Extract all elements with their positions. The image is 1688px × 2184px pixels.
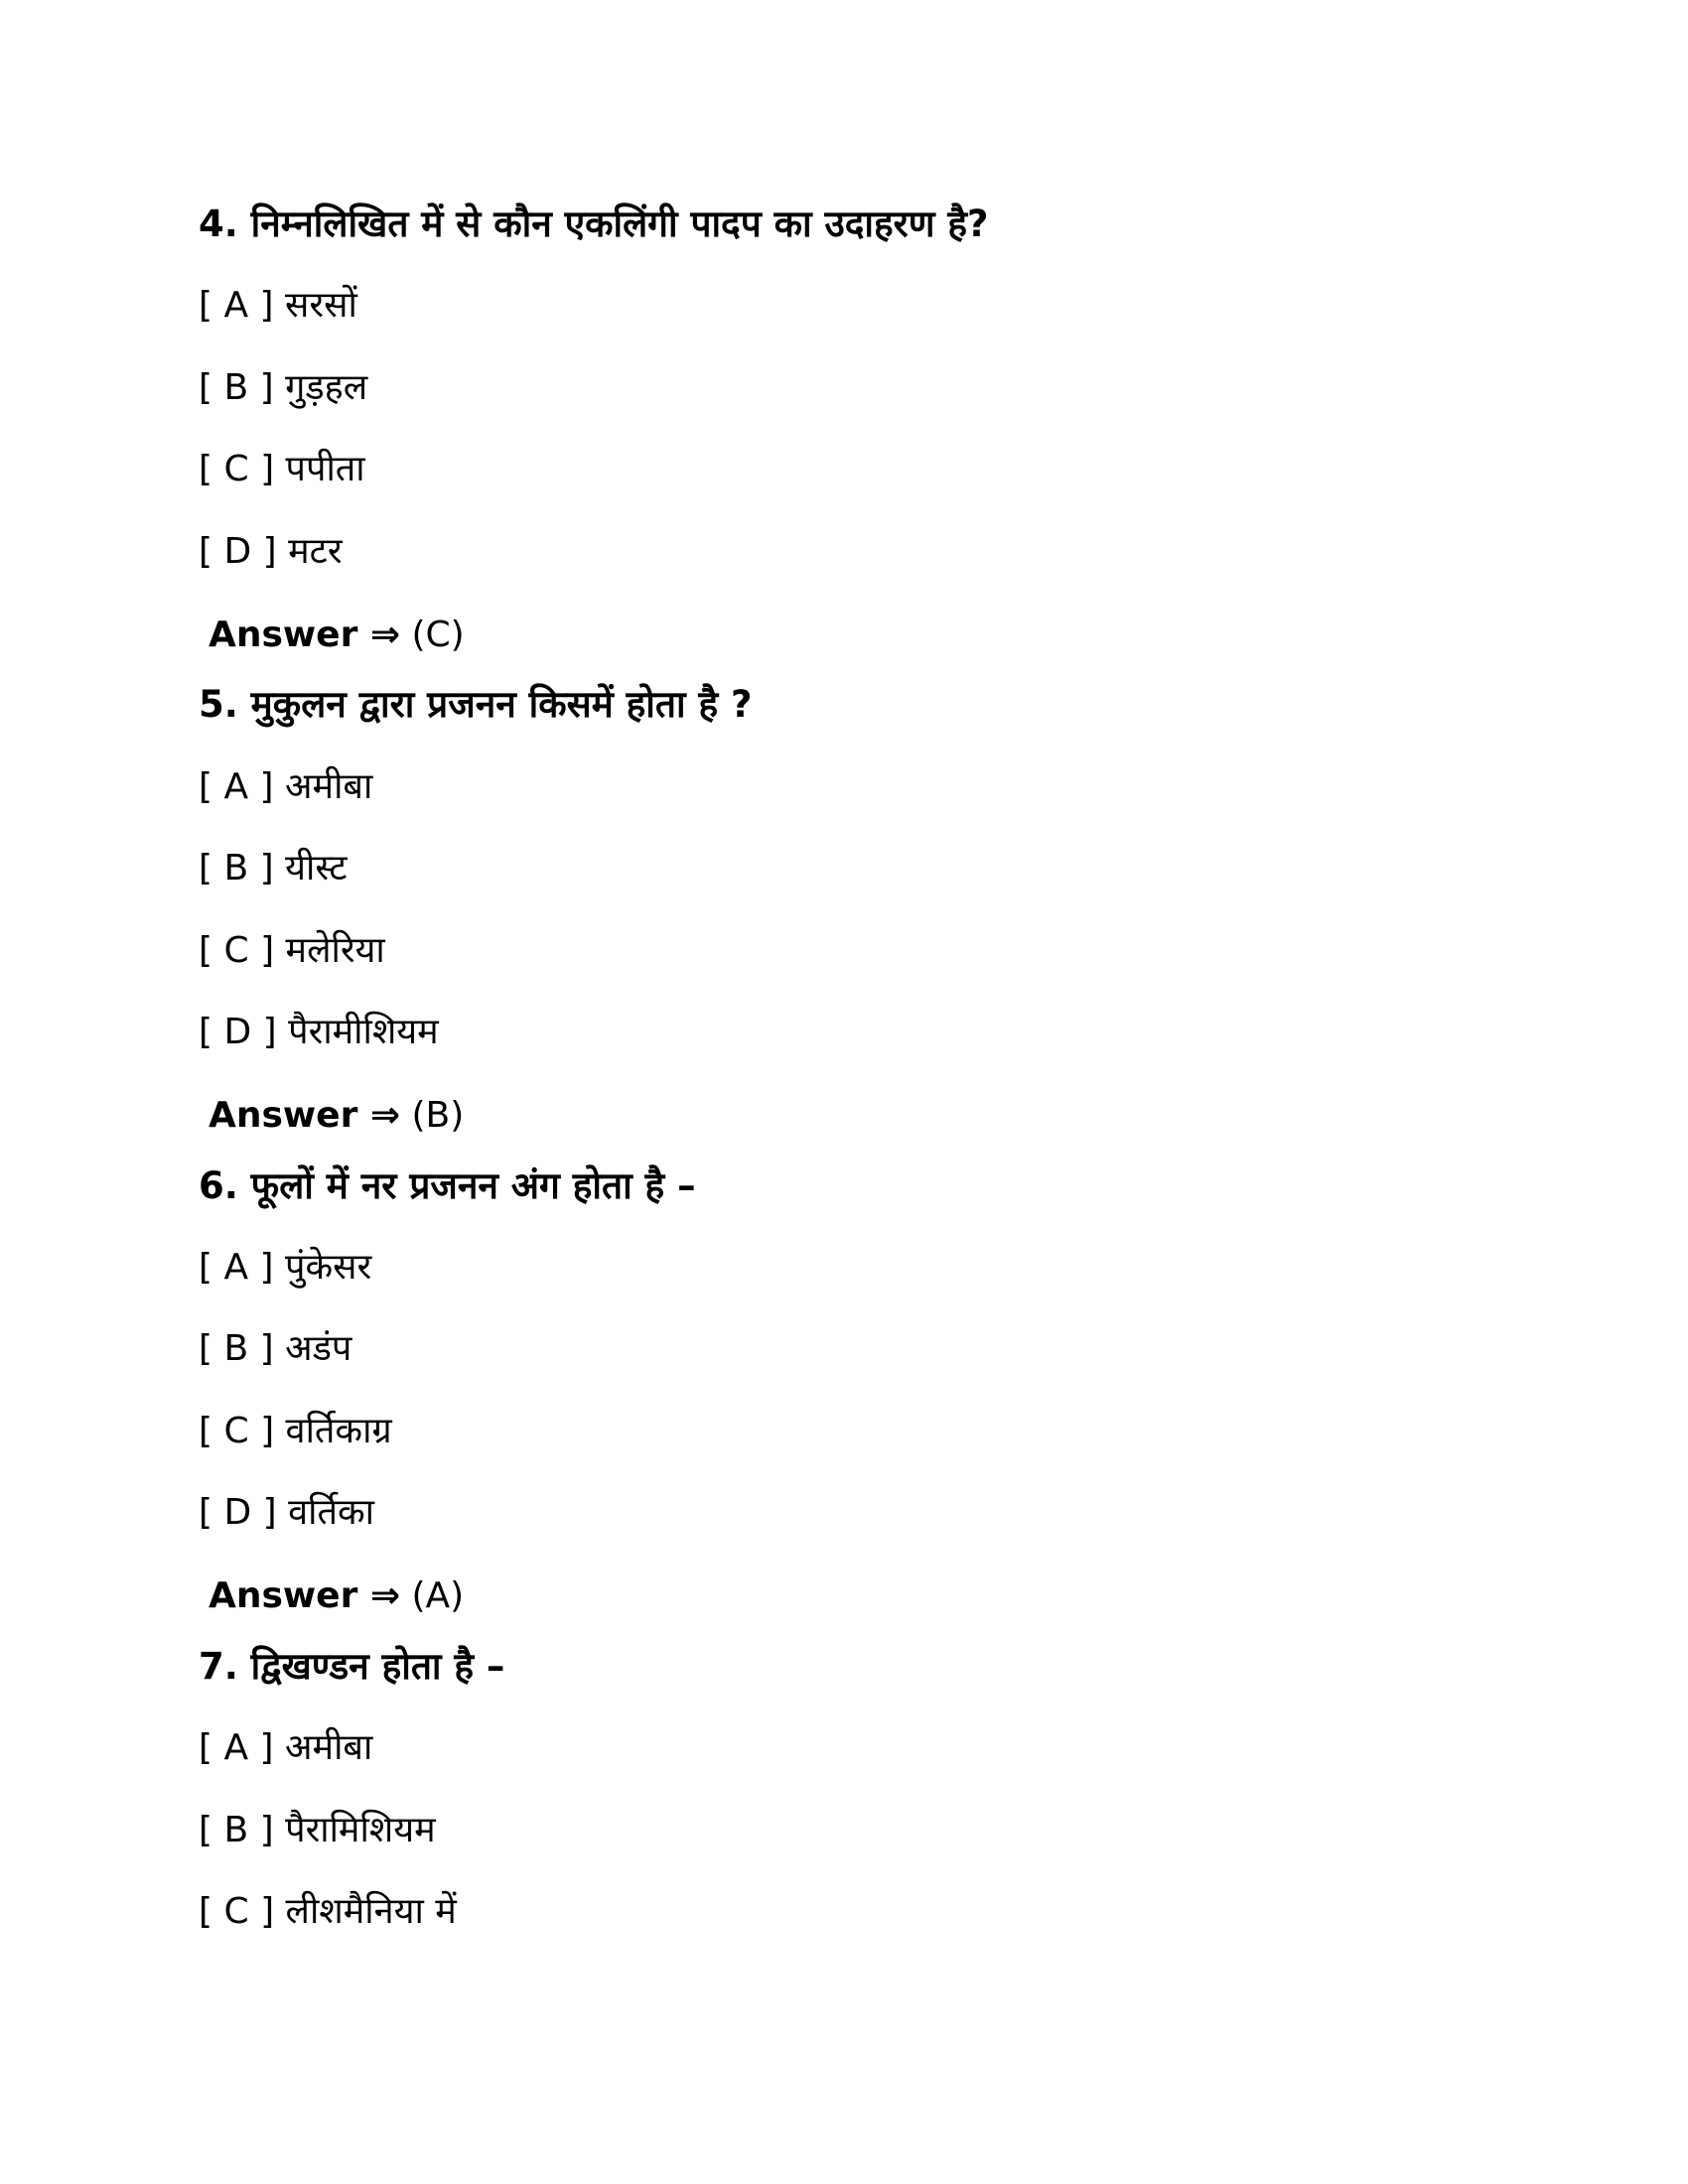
question-5-option-d: [ D ] पैरामीशियम	[199, 1012, 439, 1052]
answer-value: (C)	[411, 614, 465, 655]
question-4-answer	[209, 606, 465, 665]
question-6-option-a: [ A ] पुंकेसर	[199, 1247, 372, 1288]
question-6-text: 6. फूलों में नर प्रजनन अंग होता है –	[199, 1164, 696, 1207]
question-5-answer	[209, 1086, 464, 1146]
question-4-text: 4. निम्नलिखित में से कौन एकलिंगी पादप का उदाहरण है?	[199, 203, 989, 245]
question-6-answer	[209, 1567, 464, 1626]
question-5-text: 5. मुकुलन द्वारा प्रजनन किसमें होता है ?	[199, 683, 753, 726]
question-7-text: 7. द्विखण्डन होता है –	[199, 1645, 505, 1688]
question-6-option-d: [ D ] वर्तिका	[199, 1492, 374, 1533]
answer-label: Answer ⇒	[209, 1575, 401, 1616]
question-7-option-c: [ C ] लीशमैनिया में	[199, 1891, 457, 1932]
answer-value: (B)	[411, 1095, 465, 1136]
question-4-option-b: [ B ] गुड़हल	[199, 367, 368, 408]
question-4-option-d: [ D ] मटर	[199, 531, 343, 572]
question-6-option-b: [ B ] अडंप	[199, 1328, 352, 1369]
answer-value: (A)	[411, 1575, 465, 1616]
question-4-option-a: [ A ] सरसों	[199, 285, 357, 326]
question-6-option-c: [ C ] वर्तिकाग्र	[199, 1411, 392, 1451]
answer-label: Answer ⇒	[209, 1095, 401, 1136]
question-4-option-c: [ C ] पपीता	[199, 449, 365, 489]
question-7-option-b: [ B ] पैरामिशियम	[199, 1810, 436, 1850]
question-7-option-a: [ A ] अमीबा	[199, 1727, 373, 1768]
question-5-option-a: [ A ] अमीबा	[199, 766, 373, 807]
question-5-option-b: [ B ] यीस्ट	[199, 848, 348, 888]
answer-label: Answer ⇒	[209, 614, 401, 655]
question-5-option-c: [ C ] मलेरिया	[199, 930, 385, 971]
